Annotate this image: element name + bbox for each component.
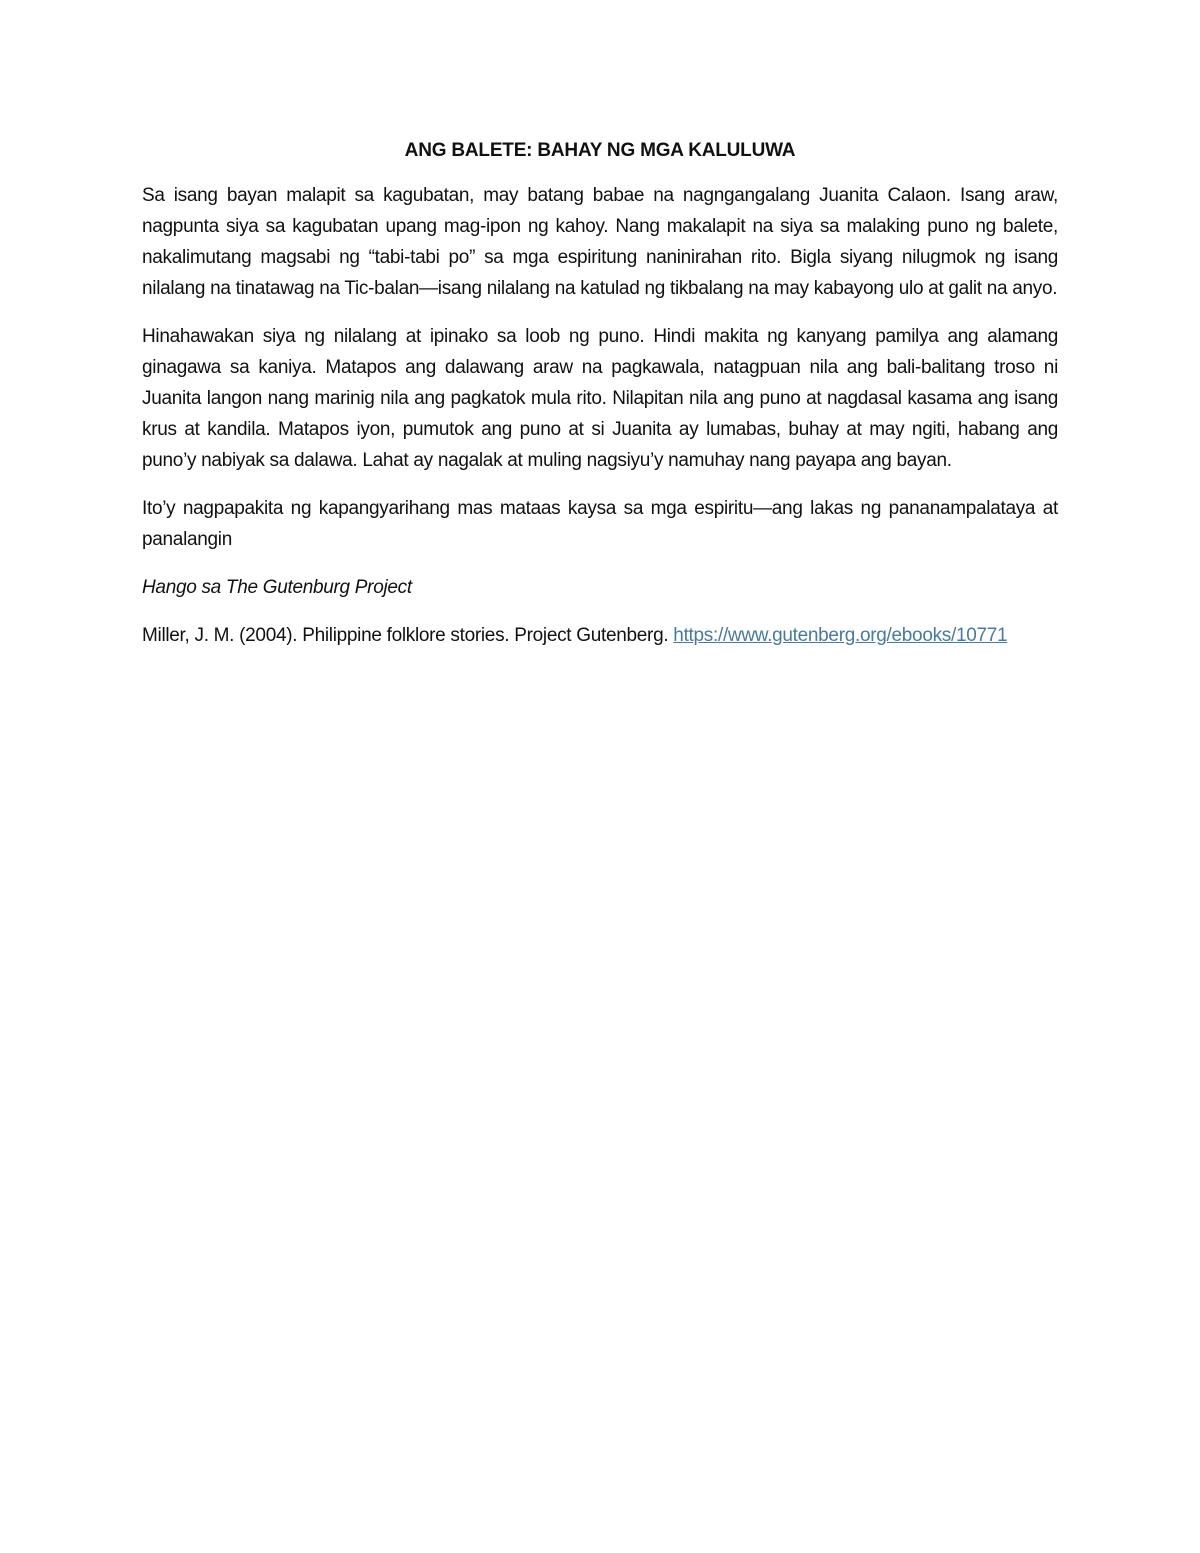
paragraph-3: Ito’y nagpapakita ng kapangyarihang mas mataas kaysa sa mga espiritu—ang lakas ng pananampalataya at panalangin [142, 498, 1058, 550]
reference-citation [142, 620, 1058, 651]
document-page [142, 140, 1058, 651]
document-title: ANG BALETE: BAHAY NG MGA KALULUWA [404, 140, 796, 161]
paragraph-2: Hinahawakan siya ng nilalang at ipinako sa loob ng puno. Hindi makita ng kanyang pamilya ang alamang ginagawa sa kaniya. Matapos ang dalawang araw na pagkawala, natagpuan nila ang bali-balitang troso ni Juanita langon nang marinig nila ang pagkatok mula rito. Nilapitan nila ang puno at nagdasal kasama ang isang krus at kandila. Matapos iyon, pumutok ang puno at si Juanita ay lumabas, buhay at may ngiti, habang ang puno’y nabiyak sa dalawa. Lahat ay nagalak at muling nagsiyu’y namuhay nang payapa ang bayan. [142, 326, 1058, 471]
reference-link[interactable]: https://www.gutenberg.org/ebooks/10771 [673, 625, 1008, 646]
paragraph-1: Sa isang bayan malapit sa kagubatan, may batang babae na nagngangalang Juanita Calaon. Isang araw, nagpunta siya sa kagubatan upang mag-ipon ng kahoy. Nang makalapit na siya sa malaking puno ng balete, nakalimutang magsabi ng “tabi-tabi po” sa mga espiritung naninirahan rito. Bigla siyang nilugmok ng isang nilalang na tinatawag na Tic-balan—isang nilalang na katulad ng tikbalang na may kabayong ulo at galit na anyo. [142, 185, 1058, 299]
reference-text: Miller, J. M. (2004). Philippine folklore stories. Project Gutenberg. [142, 625, 674, 646]
source-note: Hango sa The Gutenburg Project [142, 577, 412, 598]
